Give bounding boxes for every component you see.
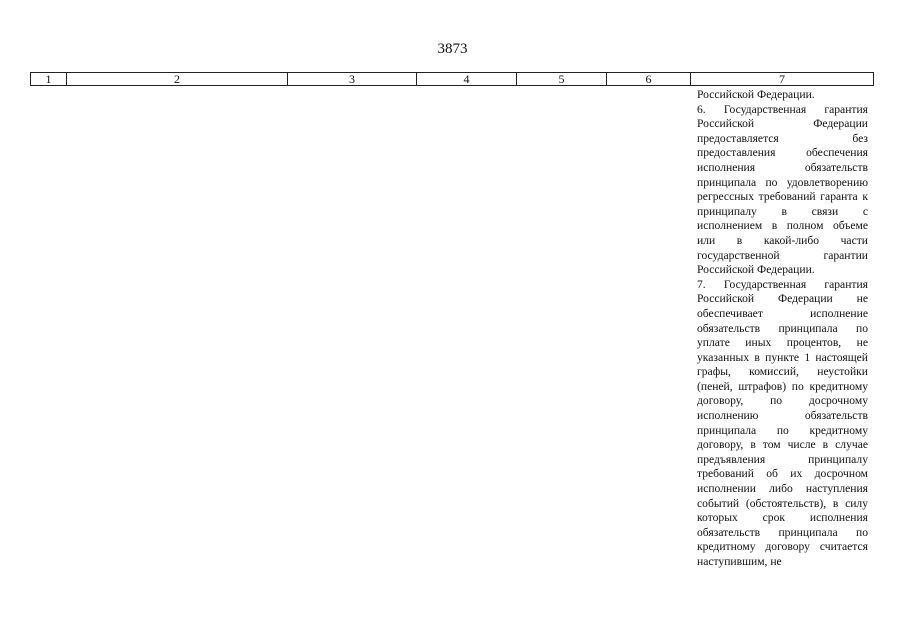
paragraph-6: 6. Государственная гарантия Российской Федерации предоставляется без предоставления обеспечения исполнения обязательств принципала по удовлетворению регрессных требований гаранта к принципалу в связи с исполнением в полном объеме или в какой-либо части государственной гарантии Российской Федерации.	[697, 102, 868, 277]
column-7-text	[697, 88, 868, 570]
column-header-2: 2	[67, 73, 288, 86]
column-header-1: 1	[31, 73, 67, 86]
column-header-row	[31, 73, 874, 86]
page-number: 3873	[437, 41, 468, 57]
column-header-4: 4	[417, 73, 517, 86]
paragraph-7: 7. Государственная гарантия Российской Федерации не обеспечивает исполнение обязательств принципала по уплате иных процентов, не указанных в пункте 1 настоящей графы, комиссий, неустойки (пеней, штрафов) по кредитному договору, по досрочному исполнению обязательств принципала по кредитному договору, в том числе в случае предъявления принципалу требований об их досрочном исполнении либо наступления событий (обстоятельств), в силу которых срок исполнения обязательств принципала по кредитному договору считается наступившим, не	[697, 277, 868, 568]
paragraph-intro: Российской Федерации.	[697, 88, 815, 101]
column-header-7: 7	[691, 73, 874, 86]
column-header-6: 6	[607, 73, 691, 86]
column-header-3: 3	[288, 73, 417, 86]
column-header-5: 5	[517, 73, 607, 86]
column-header-table	[30, 72, 874, 86]
